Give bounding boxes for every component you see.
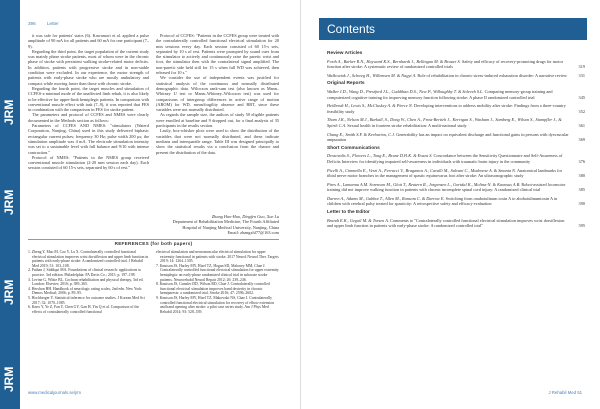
toc-title: Developing interventions to address mobility after stroke: Findings from a three-country feasibility study bbox=[327, 103, 566, 114]
signature-name: Zhang Hao-Hao, Dingfen Guo, Xue Lu bbox=[211, 214, 279, 219]
toc-entry[interactable] bbox=[327, 59, 585, 70]
text-column-right bbox=[156, 33, 279, 155]
text-column-left bbox=[28, 33, 149, 171]
toc-page-number: 380 bbox=[578, 173, 585, 179]
toc-entry[interactable] bbox=[327, 218, 585, 229]
toc-authors: Heilbrodt H., Lewis S., McCluskey A. & Pierce N. bbox=[327, 103, 413, 109]
page-header bbox=[28, 21, 69, 26]
divider bbox=[28, 239, 279, 240]
toc-authors: Forth A., Barker R.N., Hayward K.S., Bernhardt J., Bellingan M. & Brauer S. bbox=[327, 58, 461, 64]
reference-item: 2. Pathan J, Siddiqui MA. Foundations of clinical research: applications to practice. 3rd edition. Philadelphia: FA Davis Co.; 2015; p. 197–198. bbox=[28, 268, 142, 277]
toc-authors: Walkowiak J., Schweg H., Willemsen M. & Nagyi A. bbox=[327, 72, 417, 78]
toc-authors: Drosovalis S., Flowers L., Tong E., Brune D.H.K. & Evans S. bbox=[327, 153, 433, 159]
toc-authors: Chang E., Smith S.F. & Kerbarion, C.J. bbox=[327, 131, 396, 137]
strip-logo-3: JRM bbox=[2, 189, 16, 215]
paragraph: Protocol of CCFES: "Patients in the CCFES group were treated with the contralaterally controlled functional electrical stimulation for 20 min sessions every day. Each session consisted of 60 15-s sets, separated by 10 s of rest. Patients were prompted by sound cues from the stimulator to actively and continuously raise the paretic wrist and foot, the stimulator then with the contralateral signal amplified. The non-paretic side held still for 15 s when full WD was achieved, then released for 10 s." bbox=[156, 33, 279, 76]
paragraph: We consider the use of independent events was justified for statistical analysis of the continuous and normally distributed demographic data. Wilcoxon rank-sum test (also known as Mann–Whitney U test or Mann–Whitney–Wilcoxon test) was used for comparisons of intergroup differences in active range of motion (AROM) for WD, mean/fragility absence and BBT, since these variables were not normally distributed. bbox=[156, 75, 279, 113]
paragraph: The parameters and protocol of CCFES and NMES were clearly documented in the Methods section as follows: bbox=[28, 112, 149, 123]
toc-entry[interactable] bbox=[327, 168, 585, 179]
signature-line: Hospital of Nanjing Medical University, Nanjing, China bbox=[182, 224, 279, 230]
toc-page-number: 331 bbox=[578, 72, 585, 78]
toc-title: Concordance between the Sensitivity Questionnaire and Self-Awareness of Deficits Interview for identifying impaired self-awareness in individuals with traumatic brain injury in the community bbox=[327, 153, 563, 164]
toc-entry[interactable] bbox=[327, 132, 585, 143]
toc-page-number: 390 bbox=[578, 201, 585, 207]
author-signature bbox=[156, 214, 279, 235]
signature-line: Department of Rehabilitation Medicine, The Fourth Affiliated bbox=[172, 219, 279, 225]
section-heading: Original Reports bbox=[327, 81, 365, 87]
toc-page-number: 352 bbox=[578, 108, 585, 114]
reference-item: 6. Knex Y, Ye Z, Fan Y, Chen GY, Gan H, Yin Q et al. Comparison of the effects of contralaterally controlled functional bbox=[28, 305, 140, 314]
toc-title: Anatomical landmarks for tibial nerve motor branches in the management of spastic equinovarus foot after stroke: An ultrasonographic study bbox=[327, 167, 563, 179]
section-heading: Review Articles bbox=[327, 51, 363, 56]
reference-item: 4. Hershon HH. Handbook of neurologic rating scales, 2nd edn. New York: Demos Medical; 2006; p. 89–95. bbox=[28, 286, 143, 296]
reference-item: 8. Knutson JS, Gunzler DD, Wilson RD, Chae J. Contralaterally controlled functional electrical stimulation improves hand dexterity in chronic hemiparesis: a randomized trial. Stroke 2016; 47: 2596–2602. bbox=[156, 282, 270, 296]
reference-item: 3. Levine G, White BL. Cochran rehabilitation and physical therapy, 3rd ed. London: Elsevier; 2016; p. 389–365. bbox=[28, 277, 144, 287]
page-number: 396 bbox=[28, 21, 36, 26]
reference-item: electrical stimulation and neuromuscular electrical stimulation for upper extremity functional in patients with stroke. 2017 Neurol Neurol Ther. Targets 2019; 14: 1264–1305. bbox=[156, 250, 279, 264]
toc-entry[interactable] bbox=[327, 153, 585, 164]
references-column-left bbox=[28, 250, 149, 314]
signature-email[interactable]: Email: zhangxhl77@163.com bbox=[227, 229, 279, 235]
toc-entry[interactable] bbox=[327, 117, 585, 128]
toc-entry[interactable] bbox=[327, 103, 585, 114]
section-label: Letter bbox=[46, 21, 59, 26]
toc-page-number: 361 bbox=[578, 122, 585, 128]
right-page bbox=[300, 0, 600, 409]
reference-item: 5. Hochberger Y. Statistical inference for outcome studies. J Korean Med Sci 2017; 32: 1070–1085. bbox=[28, 295, 145, 305]
paragraph: As regards the sample size, the authors of study 50 eligible patients were enrolled at baseline and 9 dropped out, for a final analysis of 35 participants in the results section. bbox=[156, 112, 279, 129]
paragraph: Parameters of CCFES AND NMES: "stimulators (Waterd Corporation, Nanjing, China) used in this study delivered biphasic rectangular current pulses; frequency 30 Hz; pulse width 200 µs; the stimulation amplitude was 4 mA. The electrode stimulation intensity was set to a sustainable level with full balance and 9/10 with intense contraction." bbox=[28, 123, 149, 155]
toc-entry[interactable] bbox=[327, 182, 585, 193]
toc-authors: Darren A., Adams M., Gabbot T., Allen M., Ransom C. & Darrow E. bbox=[327, 195, 445, 201]
paragraph: Lastly, box-whisker plots were used to show the distribution of the variables that were not normally distributed, and these indicate medians and interquartile range. Table III was designed principally to show the statistical results via a conclusion from the chance and present the distribution of the data. bbox=[156, 128, 279, 155]
paragraph: Regarding the third point, the target population of the current study was mainly phase stroke patients, most of whom were in the chronic phase of stroke with persistent walking stroke-related motor deficits. In addition, patients with progressive stroke and in non-stable condition were excluded. In our experience, the motor strength of patients with early-phase stroke who are mostly ambulatory and compact while moving faster than those with chronic stroke. bbox=[28, 48, 149, 86]
toc-entry[interactable] bbox=[327, 196, 585, 207]
toc-page-number: 395 bbox=[578, 223, 585, 229]
section-heading: Short Communications bbox=[327, 145, 380, 151]
toc-entry[interactable] bbox=[327, 89, 585, 100]
toc-authors: Brandi E.K., Gegoil M. & Torsen A. bbox=[327, 217, 389, 223]
journal-url-link[interactable]: www.medicaljournals.se/jrm bbox=[28, 390, 82, 395]
toc-page-number: 376 bbox=[578, 158, 585, 164]
strip-logo-2: JRM bbox=[2, 279, 16, 305]
toc-title: Safety and efficacy of recovery-promoting drugs for motor function after stroke: A systematic review of randomized controlled trials bbox=[327, 58, 564, 70]
contents-list bbox=[327, 48, 585, 232]
paragraph: Regarding the fourth point, the target muscles and stimulation of CCFES-a minimal mode of the unaffected limb rehab, it is also likely to be effective for upper-limb hemiplegic patients. In comparison with conventional muscle effect with task (7–9), it was reported that FES in combination with the comparison in FES for stroke patient. bbox=[28, 85, 149, 113]
journal-side-strip bbox=[0, 0, 20, 409]
section-heading: Letter to the Editor bbox=[327, 210, 370, 216]
toc-authors: Walker I.D., Wang D., Prestford J.L., Cuddihan D.S., New P., Willoughby T. & Soleveh S.L. bbox=[327, 88, 484, 94]
paragraph: Protocol of NMES: "Patients in the NMES group received conventional muscle stimulation (2-20 mm session each day). Each session consisted of 60 15-s sets, separated by 60 s of rest." bbox=[28, 154, 149, 171]
toc-title: Role of rehabilitation in chronic stress-induced exhaustion disorder: A narrative review bbox=[417, 72, 567, 78]
references-title: REFERENCES (for both papers) bbox=[114, 241, 193, 246]
strip-logo-1: JRM bbox=[2, 366, 16, 392]
toc-title: Sexual health in fourteen stroke rehabilitation: A multi-national study bbox=[347, 122, 467, 128]
toc-page-number: 319 bbox=[578, 64, 585, 70]
contents-header-bar bbox=[319, 18, 587, 40]
paragraph: it was safe for patients' stairs (6). Kawamori et al. applied a pulse amplitude of 90 mA for all patients and 60 mA for one participant (7–9). bbox=[28, 33, 149, 49]
toc-entry[interactable] bbox=[327, 73, 585, 79]
contents-title: Contents bbox=[327, 22, 376, 36]
toc-title: Comparing memory-group training and computerized cognitive training for improving memory function following stroke: A phase II randomized controlled trial bbox=[327, 88, 553, 100]
reference-item: 9. Knutson JS, Harley MY, Hisel TZ, Makowski NS, Chae J. Contralaterally controlled functional electrical stimulation for recovery of elbow extension and hand opening after stroke: a pilot case series study. Am J Phys Med Rehabil 2014; 93: 528–539. bbox=[156, 295, 275, 314]
reference-item: 1. Zheng Y, Mao M, Cao Y, Lu X. Contralaterally controlled functional electrical stimulation improves wrist dorsiflexion and upper limb function in patients with early-phase stroke: A randomized controlled trial. J Rehabil Med 2019; 51: 103–108. bbox=[28, 250, 149, 268]
toc-page-number: 369 bbox=[578, 137, 585, 143]
toc-title: Robot-assisted locomotor training did not improve walking function in patients with chronic incomplete spinal cord injury: A randomized clinical trial bbox=[327, 181, 566, 193]
reference-item: 7. Knutson JS, Harley MY, Hisel TZ, Hogan SD, Maloney MM, Chae J. Contralaterally controlled functional electrical stimulation for upper extremity hemiplegia: an early-phase randomized clinical trial in subacute stroke patients. Neurorehabil Neural Repair 2012; 26: 239–246. bbox=[156, 263, 279, 282]
toc-authors: Pires A., Lamannu A.M. Sorenson M., Glott T., Reutern R., Jorgensen L., Gortdal K., Molina-N. & Kaonsus A.B. bbox=[327, 181, 521, 187]
toc-authors: Picelli A., Cimmella E., Verzi A., Ferracci V., Bragamos A., Cavalli M., Salvani C., Modenese A. & Smania N. bbox=[327, 167, 517, 173]
toc-page-number: 385 bbox=[578, 187, 585, 193]
strip-logo-4: JRM bbox=[2, 99, 16, 125]
toc-title: Generability has an impact on equivalent discharge and functional gains in persons with dysvascular amputation bbox=[327, 131, 569, 143]
toc-title: Switching from onabotulinum toxin A to abobotulinumtoxin A in children with cerebral palsy treated for spasticity: A retrospective safety and efficacy evaluation bbox=[327, 195, 558, 207]
toc-page-number: 345 bbox=[578, 94, 585, 100]
toc-title: Comments to "Contralaterally controlled functional electrical stimulation improves wrist dorsiflexion and upper limb function in patients with early-phase stroke: A randomized controlled trial" bbox=[327, 217, 565, 229]
references-column-right bbox=[156, 250, 279, 314]
journal-issue-label: J Rehabil Med 51 bbox=[548, 390, 582, 395]
toc-authors: Tham J.K., Nelson M.J., Barkall, S., Dong W., Chen A., Frost-Bertieh J., Kerrigan S., Washam J., Samberg E., Wilson S., Stampfler J., & Spirth C.A. bbox=[327, 117, 562, 128]
